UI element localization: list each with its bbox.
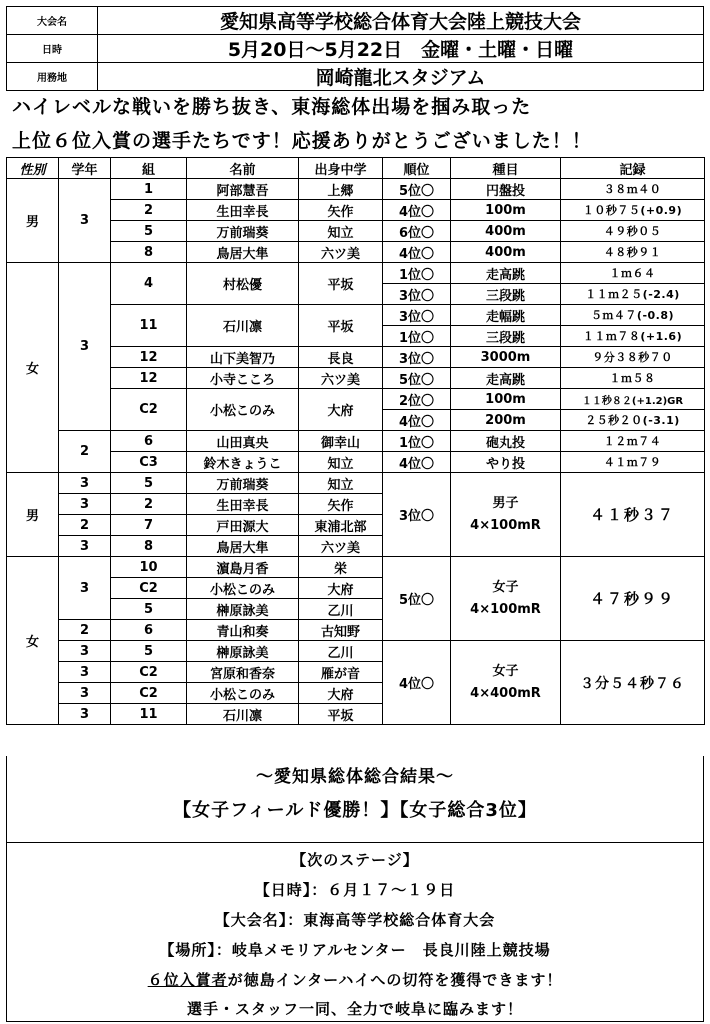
name-cell: 村松優 (187, 263, 299, 305)
next-stage-box (6, 842, 704, 1022)
school-cell: 矢作 (299, 200, 383, 221)
record-cell: ３分５４秒７６ (561, 641, 705, 725)
grade-cell: 2 (59, 620, 111, 641)
date-value: 5月20日～5月22日 金曜・土曜・日曜 (98, 35, 704, 63)
name-cell: 万前瑞葵 (187, 221, 299, 242)
gender-cell: 女 (7, 263, 59, 473)
grade-cell: 3 (59, 683, 111, 704)
school-cell: 東浦北部 (299, 515, 383, 536)
school-cell: 古知野 (299, 620, 383, 641)
class-cell: 5 (111, 641, 187, 662)
rank-cell: 5位〇 (383, 179, 451, 200)
rank-cell: 1位〇 (383, 263, 451, 284)
school-cell: 大府 (299, 389, 383, 431)
school-cell: 上郷 (299, 179, 383, 200)
header-record: 記録 (561, 158, 705, 179)
grade-cell: 3 (59, 662, 111, 683)
table-row (7, 347, 705, 368)
event-cell: 三段跳 (451, 284, 561, 305)
venue-label: 用務地 (7, 63, 98, 91)
school-cell: 栄 (299, 557, 383, 578)
class-cell: C2 (111, 683, 187, 704)
school-cell: 大府 (299, 578, 383, 599)
table-row (7, 305, 705, 326)
rank-cell: 5位〇 (383, 557, 451, 641)
meet-label: 大会名 (7, 7, 98, 35)
name-cell: 生田幸長 (187, 494, 299, 515)
record-cell: ４８秒９１ (561, 242, 705, 263)
grade-cell: 3 (59, 179, 111, 263)
event-cell: 走高跳 (451, 368, 561, 389)
record-cell: １１ｍ２５(-2.4) (561, 284, 705, 305)
grade-cell: 2 (59, 515, 111, 536)
class-cell: 6 (111, 431, 187, 452)
grade-cell: 3 (59, 704, 111, 725)
event-cell (451, 473, 561, 557)
next-closing: 選手・スタッフ一同、全力で岐阜に臨みます！ (186, 1000, 523, 1018)
school-cell: 平坂 (299, 305, 383, 347)
record-cell: １０秒７５(+0.9) (561, 200, 705, 221)
name-cell: 阿部慧吾 (187, 179, 299, 200)
class-cell: 4 (111, 263, 187, 305)
school-cell: 六ツ美 (299, 368, 383, 389)
name-cell: 鳥居大隼 (187, 536, 299, 557)
name-cell: 石川凛 (187, 305, 299, 347)
class-cell: C2 (111, 662, 187, 683)
name-cell: 小寺こころ (187, 368, 299, 389)
name-cell: 戸田源大 (187, 515, 299, 536)
record-cell: ４７秒９９ (561, 557, 705, 641)
relay-distance: 4×100mR (470, 517, 541, 533)
record-cell: ４９秒０５ (561, 221, 705, 242)
date-label: 日時 (7, 35, 98, 63)
name-cell: 山田真央 (187, 431, 299, 452)
table-header-row (7, 158, 705, 179)
venue-value: 岡崎龍北スタジアム (98, 63, 704, 91)
relay-distance: 4×100mR (470, 601, 541, 617)
next-meet: 【大会名】：東海高等学校総合体育大会 (214, 911, 496, 929)
class-cell: 12 (111, 347, 187, 368)
rank-cell: 4位〇 (383, 200, 451, 221)
event-cell: 砲丸投 (451, 431, 561, 452)
rank-cell: 5位〇 (383, 368, 451, 389)
name-cell: 小松このみ (187, 683, 299, 704)
event-cell: 三段跳 (451, 326, 561, 347)
grade-cell: 3 (59, 536, 111, 557)
name-cell: 榊原詠美 (187, 641, 299, 662)
class-cell: 12 (111, 368, 187, 389)
header-rank: 順位 (383, 158, 451, 179)
class-cell: 5 (111, 473, 187, 494)
class-cell: 8 (111, 242, 187, 263)
record-cell: １１秒８２(+1.2)GR (561, 389, 705, 410)
grade-cell: 3 (59, 494, 111, 515)
table-row (7, 368, 705, 389)
school-cell: 御幸山 (299, 431, 383, 452)
rank-cell: 4位〇 (383, 641, 451, 725)
table-row (7, 242, 705, 263)
class-cell: 11 (111, 704, 187, 725)
table-row (7, 641, 705, 662)
class-cell: 8 (111, 536, 187, 557)
next-ticket-underlined: ６位入賞者 (147, 971, 228, 989)
event-cell: 100m (451, 389, 561, 410)
name-cell: 鈴木きょうこ (187, 452, 299, 473)
rank-cell: 4位〇 (383, 410, 451, 431)
gender-cell: 女 (7, 557, 59, 725)
header-school: 出身中学 (299, 158, 383, 179)
rank-cell: 6位〇 (383, 221, 451, 242)
relay-gender: 女子 (492, 663, 519, 679)
meet-info-table (6, 6, 704, 91)
event-cell: 3000m (451, 347, 561, 368)
header-class: 組 (111, 158, 187, 179)
school-cell: 長良 (299, 347, 383, 368)
header-grade: 学年 (59, 158, 111, 179)
school-cell: 平坂 (299, 704, 383, 725)
table-row (7, 557, 705, 578)
name-cell: 万前瑞葵 (187, 473, 299, 494)
school-cell: 六ツ美 (299, 536, 383, 557)
header-gender: 性別 (7, 158, 59, 179)
record-cell: ３８ｍ４０ (561, 179, 705, 200)
name-cell: 青山和奏 (187, 620, 299, 641)
grade-cell: 3 (59, 473, 111, 494)
class-cell: C3 (111, 452, 187, 473)
name-cell: 濵島月香 (187, 557, 299, 578)
school-cell: 知立 (299, 452, 383, 473)
relay-distance: 4×400mR (470, 685, 541, 701)
name-cell: 鳥居大隼 (187, 242, 299, 263)
rank-cell: 4位〇 (383, 452, 451, 473)
school-cell: 雁が音 (299, 662, 383, 683)
table-row (7, 179, 705, 200)
school-cell: 矢作 (299, 494, 383, 515)
grade-cell: 2 (59, 431, 111, 473)
school-cell: 六ツ美 (299, 242, 383, 263)
table-row (7, 473, 705, 494)
event-cell: 200m (451, 410, 561, 431)
grade-cell: 3 (59, 641, 111, 662)
gender-cell: 男 (7, 179, 59, 263)
class-cell: 1 (111, 179, 187, 200)
rank-cell: 3位〇 (383, 347, 451, 368)
name-cell: 宮原和香奈 (187, 662, 299, 683)
record-cell: １ｍ６４ (561, 263, 705, 284)
table-row (7, 431, 705, 452)
event-cell: 100m (451, 200, 561, 221)
table-row (7, 200, 705, 221)
record-cell: ２５秒２０(-3.1) (561, 410, 705, 431)
rank-cell: 1位〇 (383, 431, 451, 452)
rank-cell: 3位〇 (383, 305, 451, 326)
table-row (7, 263, 705, 284)
event-cell: 円盤投 (451, 179, 561, 200)
next-date: 【日時】：６月１７～１９日 (254, 881, 456, 899)
table-row (7, 452, 705, 473)
school-cell: 大府 (299, 683, 383, 704)
class-cell: 10 (111, 557, 187, 578)
summary-result: 【女子フィールド優勝！】【女子総合3位】 (173, 800, 537, 821)
grade-cell: 3 (59, 557, 111, 620)
event-cell: 走幅跳 (451, 305, 561, 326)
results-table (6, 157, 705, 725)
name-cell: 小松このみ (187, 389, 299, 431)
meet-value: 愛知県高等学校総合体育大会陸上競技大会 (98, 7, 704, 35)
table-row (7, 221, 705, 242)
name-cell: 小松このみ (187, 578, 299, 599)
summary-title: ～愛知県総体総合結果～ (256, 767, 454, 787)
record-cell: ５ｍ４７(-0.8) (561, 305, 705, 326)
grade-cell: 3 (59, 263, 111, 431)
intro-line-2: 上位６位入賞の選手たちです！応援ありがとうございました！！ (12, 130, 592, 152)
school-cell: 乙川 (299, 641, 383, 662)
record-cell: １１ｍ７８(+1.6) (561, 326, 705, 347)
class-cell: C2 (111, 578, 187, 599)
event-cell: 走高跳 (451, 263, 561, 284)
name-cell: 生田幸長 (187, 200, 299, 221)
school-cell: 乙川 (299, 599, 383, 620)
rank-cell: 3位〇 (383, 284, 451, 305)
record-cell: ４１ｍ７９ (561, 452, 705, 473)
relay-gender: 女子 (492, 579, 519, 595)
record-cell: ４１秒３７ (561, 473, 705, 557)
next-ticket-text: が徳島インターハイへの切符を獲得できます！ (227, 971, 563, 989)
class-cell: C2 (111, 389, 187, 431)
relay-gender: 男子 (492, 495, 519, 511)
event-cell (451, 557, 561, 641)
class-cell: 7 (111, 515, 187, 536)
record-cell: １２ｍ７４ (561, 431, 705, 452)
name-cell: 石川凛 (187, 704, 299, 725)
class-cell: 6 (111, 620, 187, 641)
school-cell: 知立 (299, 221, 383, 242)
table-row (7, 389, 705, 410)
intro-line-1: ハイレベルな戦いを勝ち抜き、東海総体出場を掴み取った (12, 96, 532, 118)
header-event: 種目 (451, 158, 561, 179)
class-cell: 5 (111, 221, 187, 242)
event-cell (451, 641, 561, 725)
event-cell: 400m (451, 242, 561, 263)
rank-cell: 2位〇 (383, 389, 451, 410)
school-cell: 知立 (299, 473, 383, 494)
rank-cell: 4位〇 (383, 242, 451, 263)
record-cell: ９分３８秒７０ (561, 347, 705, 368)
gender-cell: 男 (7, 473, 59, 557)
school-cell: 平坂 (299, 263, 383, 305)
event-cell: 400m (451, 221, 561, 242)
summary-box (6, 756, 704, 843)
rank-cell: 3位〇 (383, 473, 451, 557)
name-cell: 山下美智乃 (187, 347, 299, 368)
class-cell: 11 (111, 305, 187, 347)
event-cell: やり投 (451, 452, 561, 473)
next-ticket (7, 969, 703, 990)
next-venue: 【場所】：岐阜メモリアルセンター 長良川陸上競技場 (159, 941, 551, 959)
class-cell: 2 (111, 200, 187, 221)
record-cell: １ｍ５８ (561, 368, 705, 389)
name-cell: 榊原詠美 (187, 599, 299, 620)
header-name: 名前 (187, 158, 299, 179)
class-cell: 5 (111, 599, 187, 620)
next-heading: 【次のステージ】 (291, 851, 419, 869)
class-cell: 2 (111, 494, 187, 515)
rank-cell: 1位〇 (383, 326, 451, 347)
